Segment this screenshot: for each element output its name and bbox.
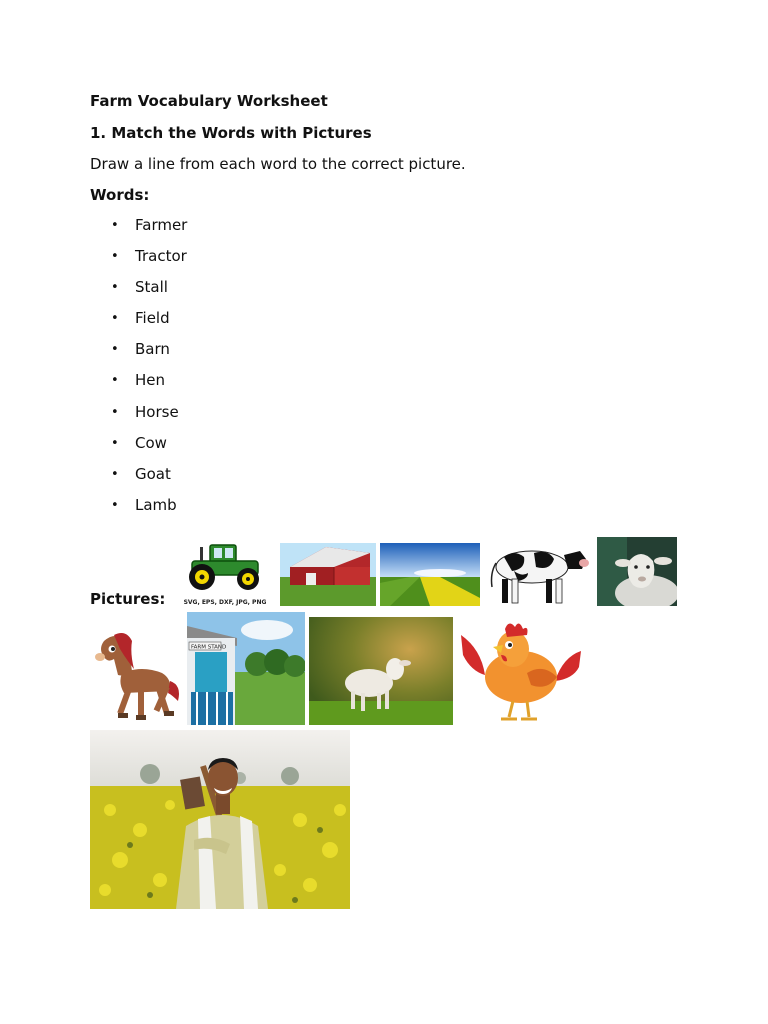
word-item: • Goat — [0, 459, 187, 490]
lamb-picture — [309, 617, 453, 725]
word-list — [0, 210, 187, 521]
instruction-text: Draw a line from each word to the correct picture. — [90, 155, 466, 173]
word-item: • Hen — [0, 365, 187, 396]
stall-sign: FARM STAND — [191, 644, 227, 651]
horse-picture — [90, 627, 184, 725]
tractor-picture — [180, 537, 270, 607]
cow-picture — [484, 541, 594, 607]
field-picture — [380, 543, 480, 606]
section-heading: 1. Match the Words with Pictures — [90, 124, 372, 142]
word-item: • Stall — [0, 272, 187, 303]
word-item: • Cow — [0, 428, 187, 459]
pictures-label: Pictures: — [90, 590, 166, 608]
hen-picture — [457, 615, 585, 725]
word-item: • Tractor — [0, 241, 187, 272]
farmer-picture — [90, 730, 350, 909]
tractor-caption: SVG, EPS, DXF, JPG, PNG — [183, 599, 267, 606]
word-item: • Lamb — [0, 490, 187, 521]
stall-picture — [187, 612, 305, 725]
word-item: • Barn — [0, 334, 187, 365]
word-item: • Field — [0, 303, 187, 334]
barn-picture — [280, 543, 376, 606]
goat-picture — [597, 537, 677, 606]
words-label: Words: — [90, 186, 150, 204]
worksheet-title: Farm Vocabulary Worksheet — [90, 92, 328, 110]
word-item: • Farmer — [0, 210, 187, 241]
word-item: • Horse — [0, 397, 187, 428]
